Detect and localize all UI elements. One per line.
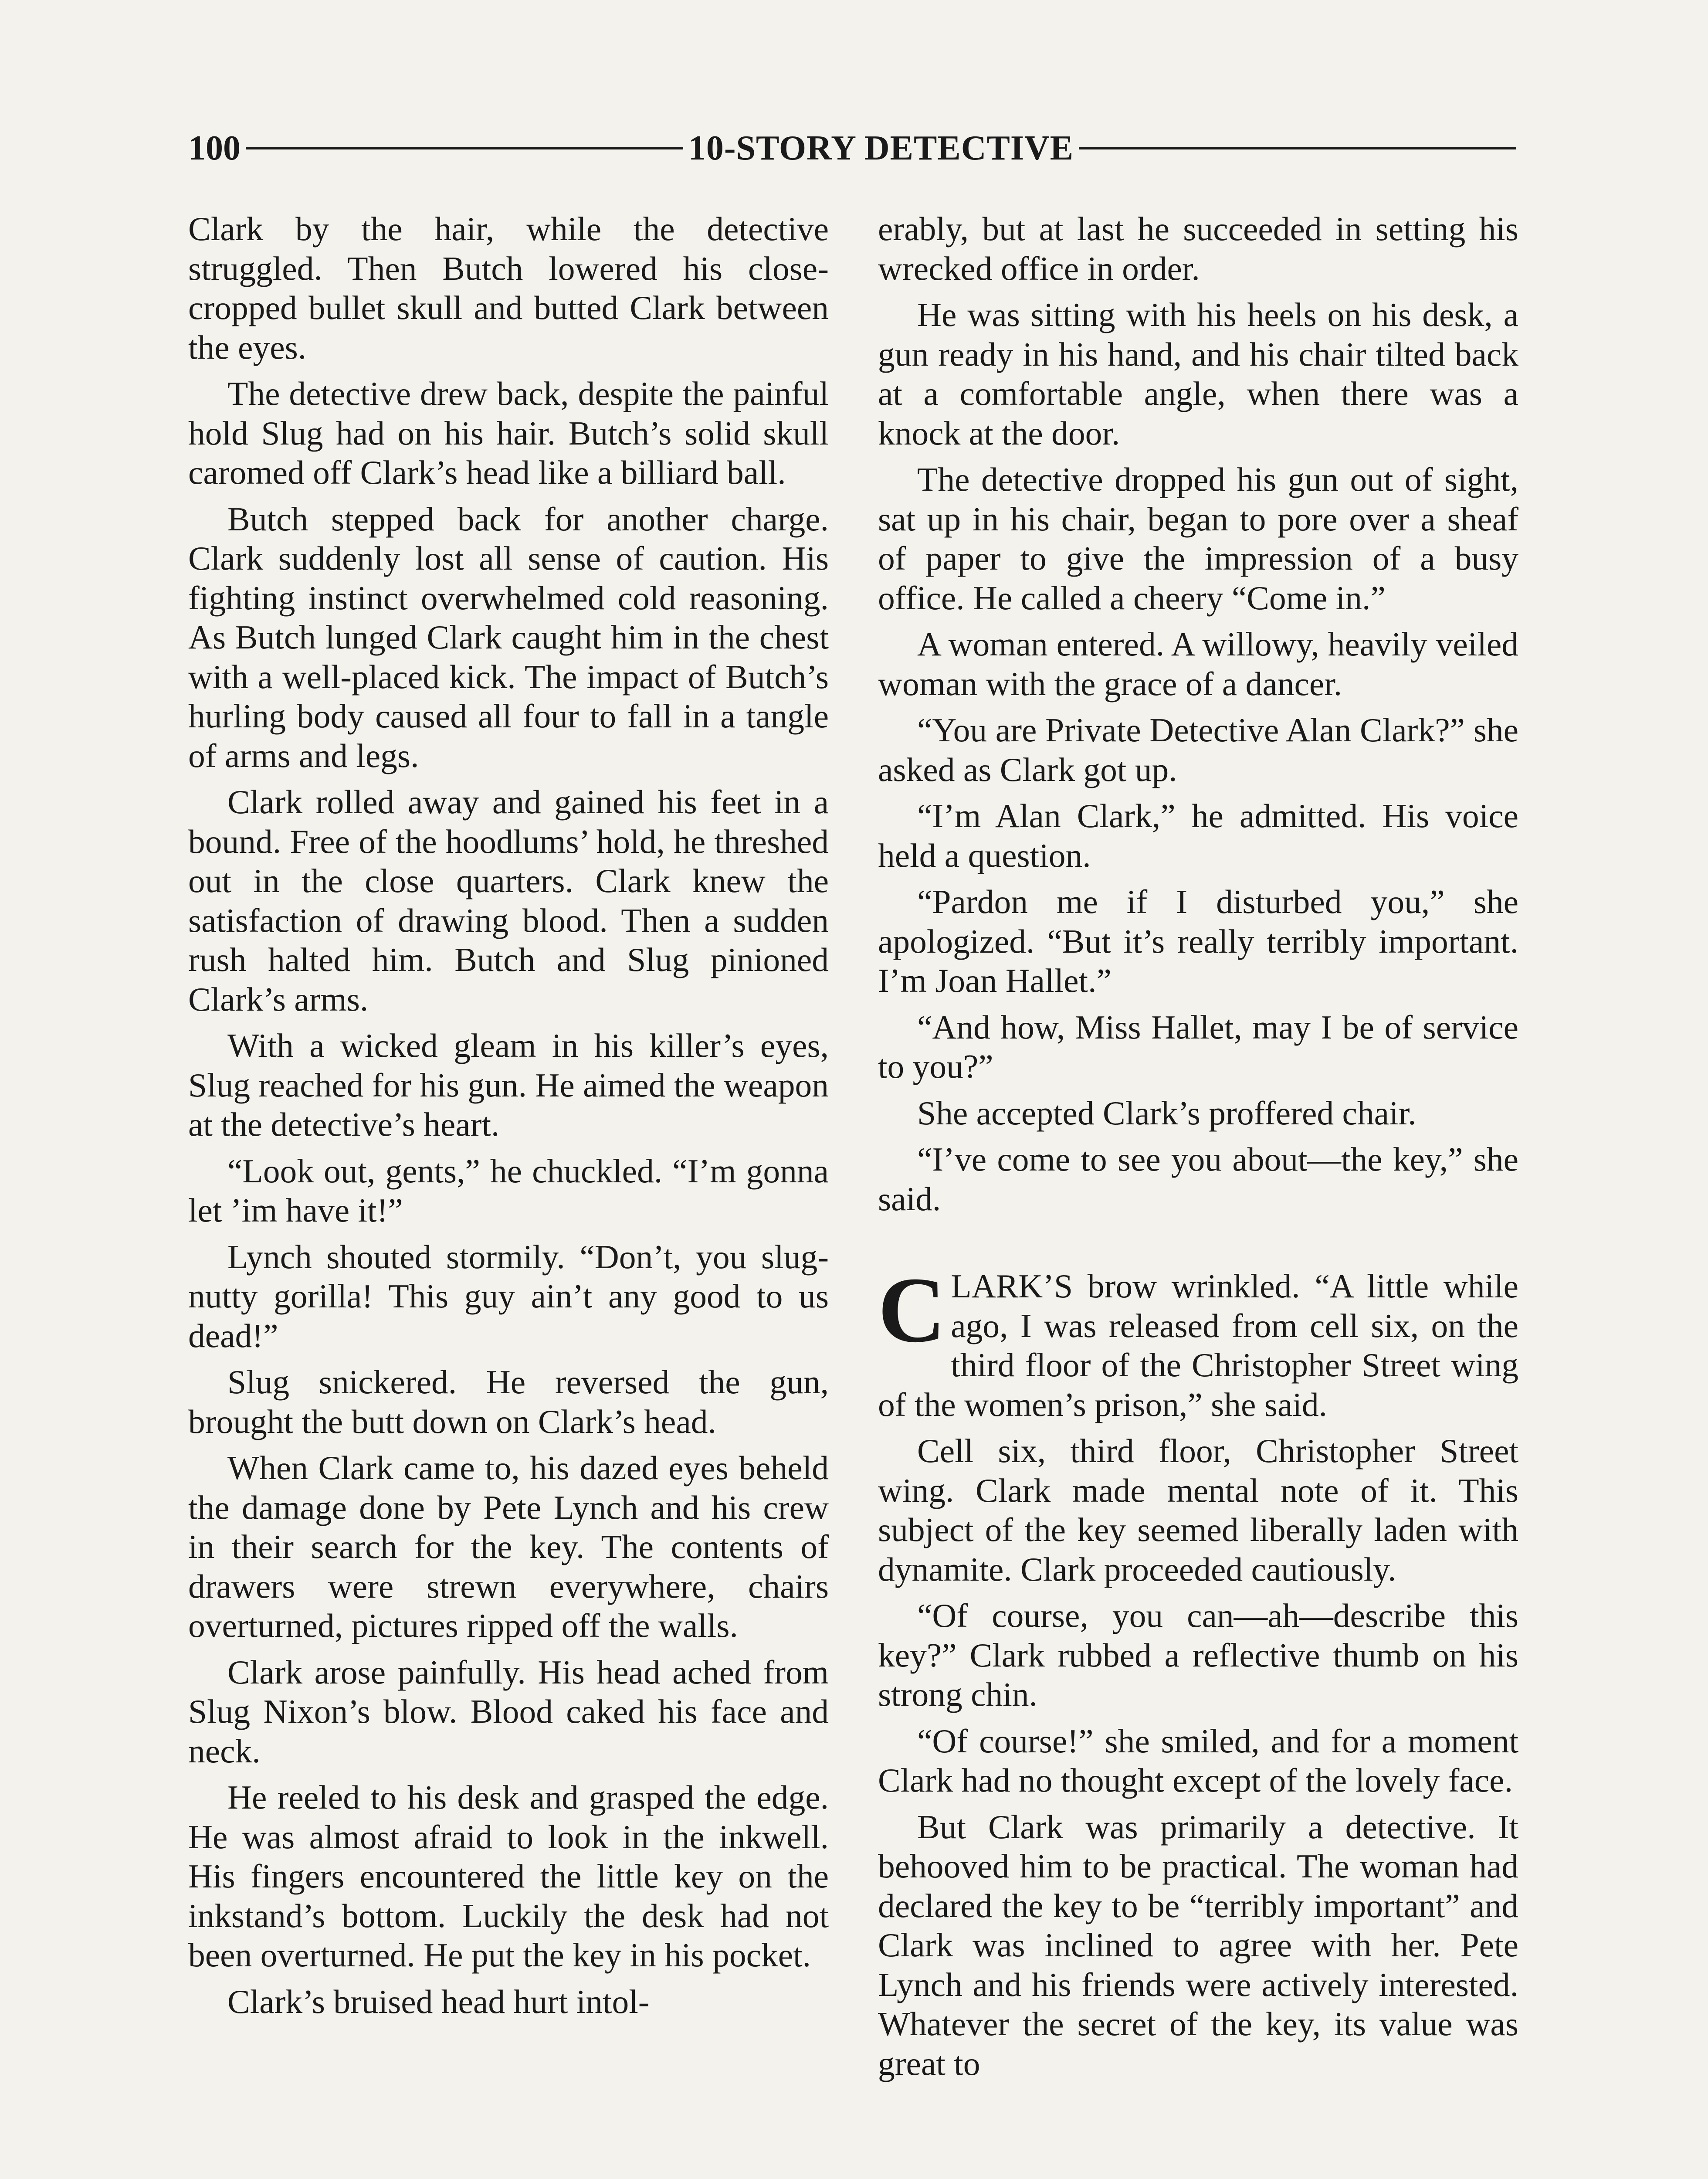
paragraph: Clark arose painfully. His head ached from Slug Nixon’s blow. Blood caked his face and neck. [188,1653,829,1770]
paragraph: Lynch shouted stormily. “Don’t, you slug-nutty gorilla! This guy ain’t any good to us dead!” [188,1238,829,1354]
paragraph: “Look out, gents,” he chuckled. “I’m gonna let ’im have it!” [188,1152,829,1229]
page-number: 100 [188,129,241,167]
paragraph: But Clark was primarily a detective. It behooved him to be practical. The woman had declared the key to be “terribly important” and Clark was inclined to agree with her. Pete Lynch and his friends were actively interested. Whatever the secret of the key, its value was great to [878,1808,1518,2082]
paragraph: Slug snickered. He reversed the gun, brought the butt down on Clark’s head. [188,1363,829,1440]
paragraph: Clark’s bruised head hurt intol- [227,1982,650,2020]
paragraph: She accepted Clark’s proffered chair. [917,1094,1417,1132]
paragraph: A woman entered. A willowy, heavily veiled woman with the grace of a dancer. [878,625,1518,703]
dropcap-paragraph-text: LARK’S brow wrinkled. “A little while ago, I was released from cell six, on the third floor of the Christopher Street wing of the women’s prison,” she said. [878,1267,1518,1423]
paragraph: He reeled to his desk and grasped the edge. He was almost afraid to look in the inkwell. His fingers encountered the little key on the inkstand’s bottom. Luckily the desk had not been overturned. He put the key in his pocket. [188,1778,829,1974]
paragraph: Clark by the hair, while the detective struggled. Then Butch lowered his close-cropped bullet skull and butted Clark between the eyes. [188,210,829,366]
paragraph: “Of course, you can—ah—describe this key?” Clark rubbed a reflective thumb on his strong chin. [878,1597,1518,1713]
paragraph: The detective dropped his gun out of sight, sat up in his chair, began to pore over a sheaf of paper to give the impression of a busy office. He called a cheery “Come in.” [878,461,1518,617]
paragraph: “Of course!” she smiled, and for a moment Clark had no thought except of the lovely face. [878,1722,1518,1799]
paragraph: erably, but at last he succeeded in setting his wrecked office in order. [878,210,1518,287]
paragraph: “Pardon me if I disturbed you,” she apologized. “But it’s really terribly important. I’m Joan Hallet.” [878,883,1518,999]
left-column [188,209,829,2028]
dropcap-paragraph [878,1258,1518,1424]
paragraph: Clark rolled away and gained his feet in a bound. Free of the hoodlums’ hold, he threshed out in the close quarters. Clark knew the satisfaction of drawing blood. Then a sudden rush halted him. Butch and Slug pinioned Clark’s arms. [188,783,829,1018]
paragraph: The detective drew back, despite the painful hold Slug had on his hair. Butch’s solid skull caromed off Clark’s head like a billiard ball. [188,375,829,491]
paragraph: When Clark came to, his dazed eyes beheld the damage done by Pete Lynch and his crew in their search for the key. The contents of drawers were strewn everywhere, chairs overturned, pictures ripped off the walls. [188,1449,829,1644]
paragraph: “I’m Alan Clark,” he admitted. His voice held a question. [878,797,1518,874]
header-rule-right [1079,147,1516,149]
paragraph: Butch stepped back for another charge. Clark suddenly lost all sense of caution. His fighting instinct overwhelmed cold reasoning. As Butch lunged Clark caught him in the chest with a well-placed kick. The impact of Butch’s hurling body caused all four to fall in a tangle of arms and legs. [188,500,829,774]
right-column [878,209,1518,2090]
paragraph: He was sitting with his heels on his desk, a gun ready in his hand, and his chair tilted back at a comfortable angle, when there was a knock at the door. [878,296,1518,452]
paragraph: With a wicked gleam in his killer’s eyes, Slug reached for his gun. He aimed the weapon at the detective’s heart. [188,1027,829,1143]
header-rule-left [246,147,683,149]
running-header [188,129,1522,168]
drop-cap-letter: C [878,1258,946,1362]
paragraph: Cell six, third floor, Christopher Street wing. Clark made mental note of it. This subject of the key seemed liberally laden with dynamite. Clark proceeded cautiously. [878,1432,1518,1588]
paragraph: “And how, Miss Hallet, may I be of service to you?” [878,1008,1518,1085]
paragraph: “I’ve come to see you about—the key,” she said. [878,1140,1518,1218]
journal-title: 10-STORY DETECTIVE [688,129,1074,167]
paragraph: “You are Private Detective Alan Clark?” she asked as Clark got up. [878,711,1518,788]
